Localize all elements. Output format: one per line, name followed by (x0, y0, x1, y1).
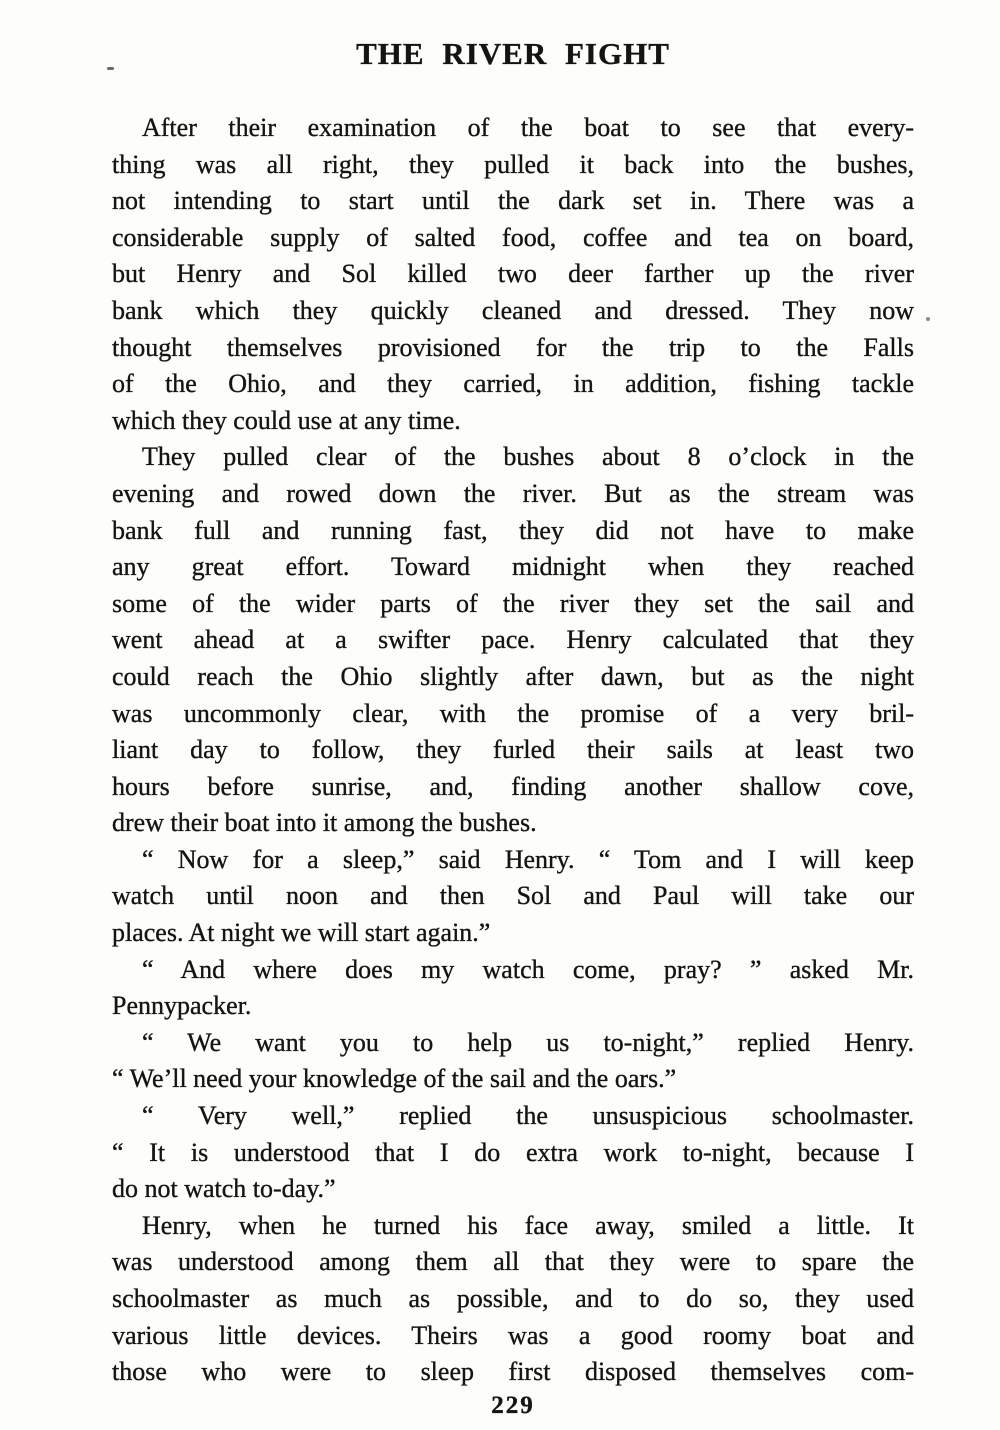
text-line: thing was all right, they pulled it back into the bushes, (112, 149, 914, 179)
text-line: places. At night we will start again.” (112, 918, 491, 948)
text-line: “ We’ll need your knowledge of the sail and the oars.” (112, 1064, 677, 1094)
paragraph (112, 1208, 914, 1391)
text-line: schoolmaster as much as possible, and to do so, they used (112, 1284, 914, 1313)
text-line: could reach the Ohio slightly after dawn, but as the night (112, 661, 914, 691)
text-line: some of the wider parts of the river they set the sail and (112, 588, 914, 618)
scan-artifact-dot (926, 317, 930, 321)
text-line: was understood among them all that they were to spare the (112, 1247, 914, 1277)
paragraph (112, 1025, 914, 1098)
text-line: They pulled clear of the bushes about 8 o’clock in the (142, 442, 914, 472)
scan-artifact-dash (107, 67, 114, 70)
text-line: “ Now for a sleep,” said Henry. “ Tom and I will keep (142, 844, 914, 874)
paragraph (112, 842, 914, 952)
paragraph (112, 1098, 914, 1208)
text-line: which they could use at any time. (112, 405, 461, 435)
text-line: liant day to follow, they furled their sails at least two (112, 735, 914, 765)
text-line: any great effort. Toward midnight when they reached (112, 552, 914, 582)
chapter-title: THE RIVER FIGHT (356, 36, 670, 71)
text-line: bank which they quickly cleaned and dressed. They now (112, 295, 914, 325)
text-line: was uncommonly clear, with the promise of a very bril- (112, 698, 914, 728)
paragraph (112, 952, 914, 1025)
paragraph (112, 439, 914, 842)
text-line: not intending to start until the dark set in. There was a (112, 186, 914, 216)
text-line: but Henry and Sol killed two deer farther up the river (112, 259, 914, 289)
text-line: “ And where does my watch come, pray? ” asked Mr. (142, 954, 914, 984)
text-line: “ Very well,” replied the unsuspicious schoolmaster. (142, 1101, 914, 1131)
text-line: After their examination of the boat to see that every- (142, 113, 914, 142)
text-line: hours before sunrise, and, finding another shallow cove, (112, 771, 914, 801)
text-line: those who were to sleep first disposed themselves com- (112, 1357, 914, 1387)
text-line: watch until noon and then Sol and Paul will take our (112, 881, 914, 911)
text-line: drew their boat into it among the bushes. (112, 808, 537, 838)
page-number: 229 (491, 1392, 535, 1419)
text-line: Henry, when he turned his face away, smiled a little. It (142, 1210, 914, 1240)
body-text (112, 110, 914, 1391)
text-line: evening and rowed down the river. But as the stream was (112, 478, 914, 508)
text-line: “ We want you to help us to-night,” replied Henry. (142, 1027, 914, 1057)
text-line: thought themselves provisioned for the trip to the Falls (112, 332, 914, 362)
text-line: “ It is understood that I do extra work to-night, because I (112, 1137, 914, 1167)
text-line: went ahead at a swifter pace. Henry calculated that they (112, 625, 914, 655)
text-line: various little devices. Theirs was a good roomy boat and (112, 1320, 914, 1350)
text-line: considerable supply of salted food, coffee and tea on board, (112, 222, 914, 252)
paragraph (112, 110, 914, 439)
text-line: Pennypacker. (112, 991, 252, 1021)
text-line: of the Ohio, and they carried, in addition, fishing tackle (112, 369, 914, 399)
text-line: bank full and running fast, they did not have to make (112, 515, 914, 545)
text-line: do not watch to-day.” (112, 1174, 336, 1204)
